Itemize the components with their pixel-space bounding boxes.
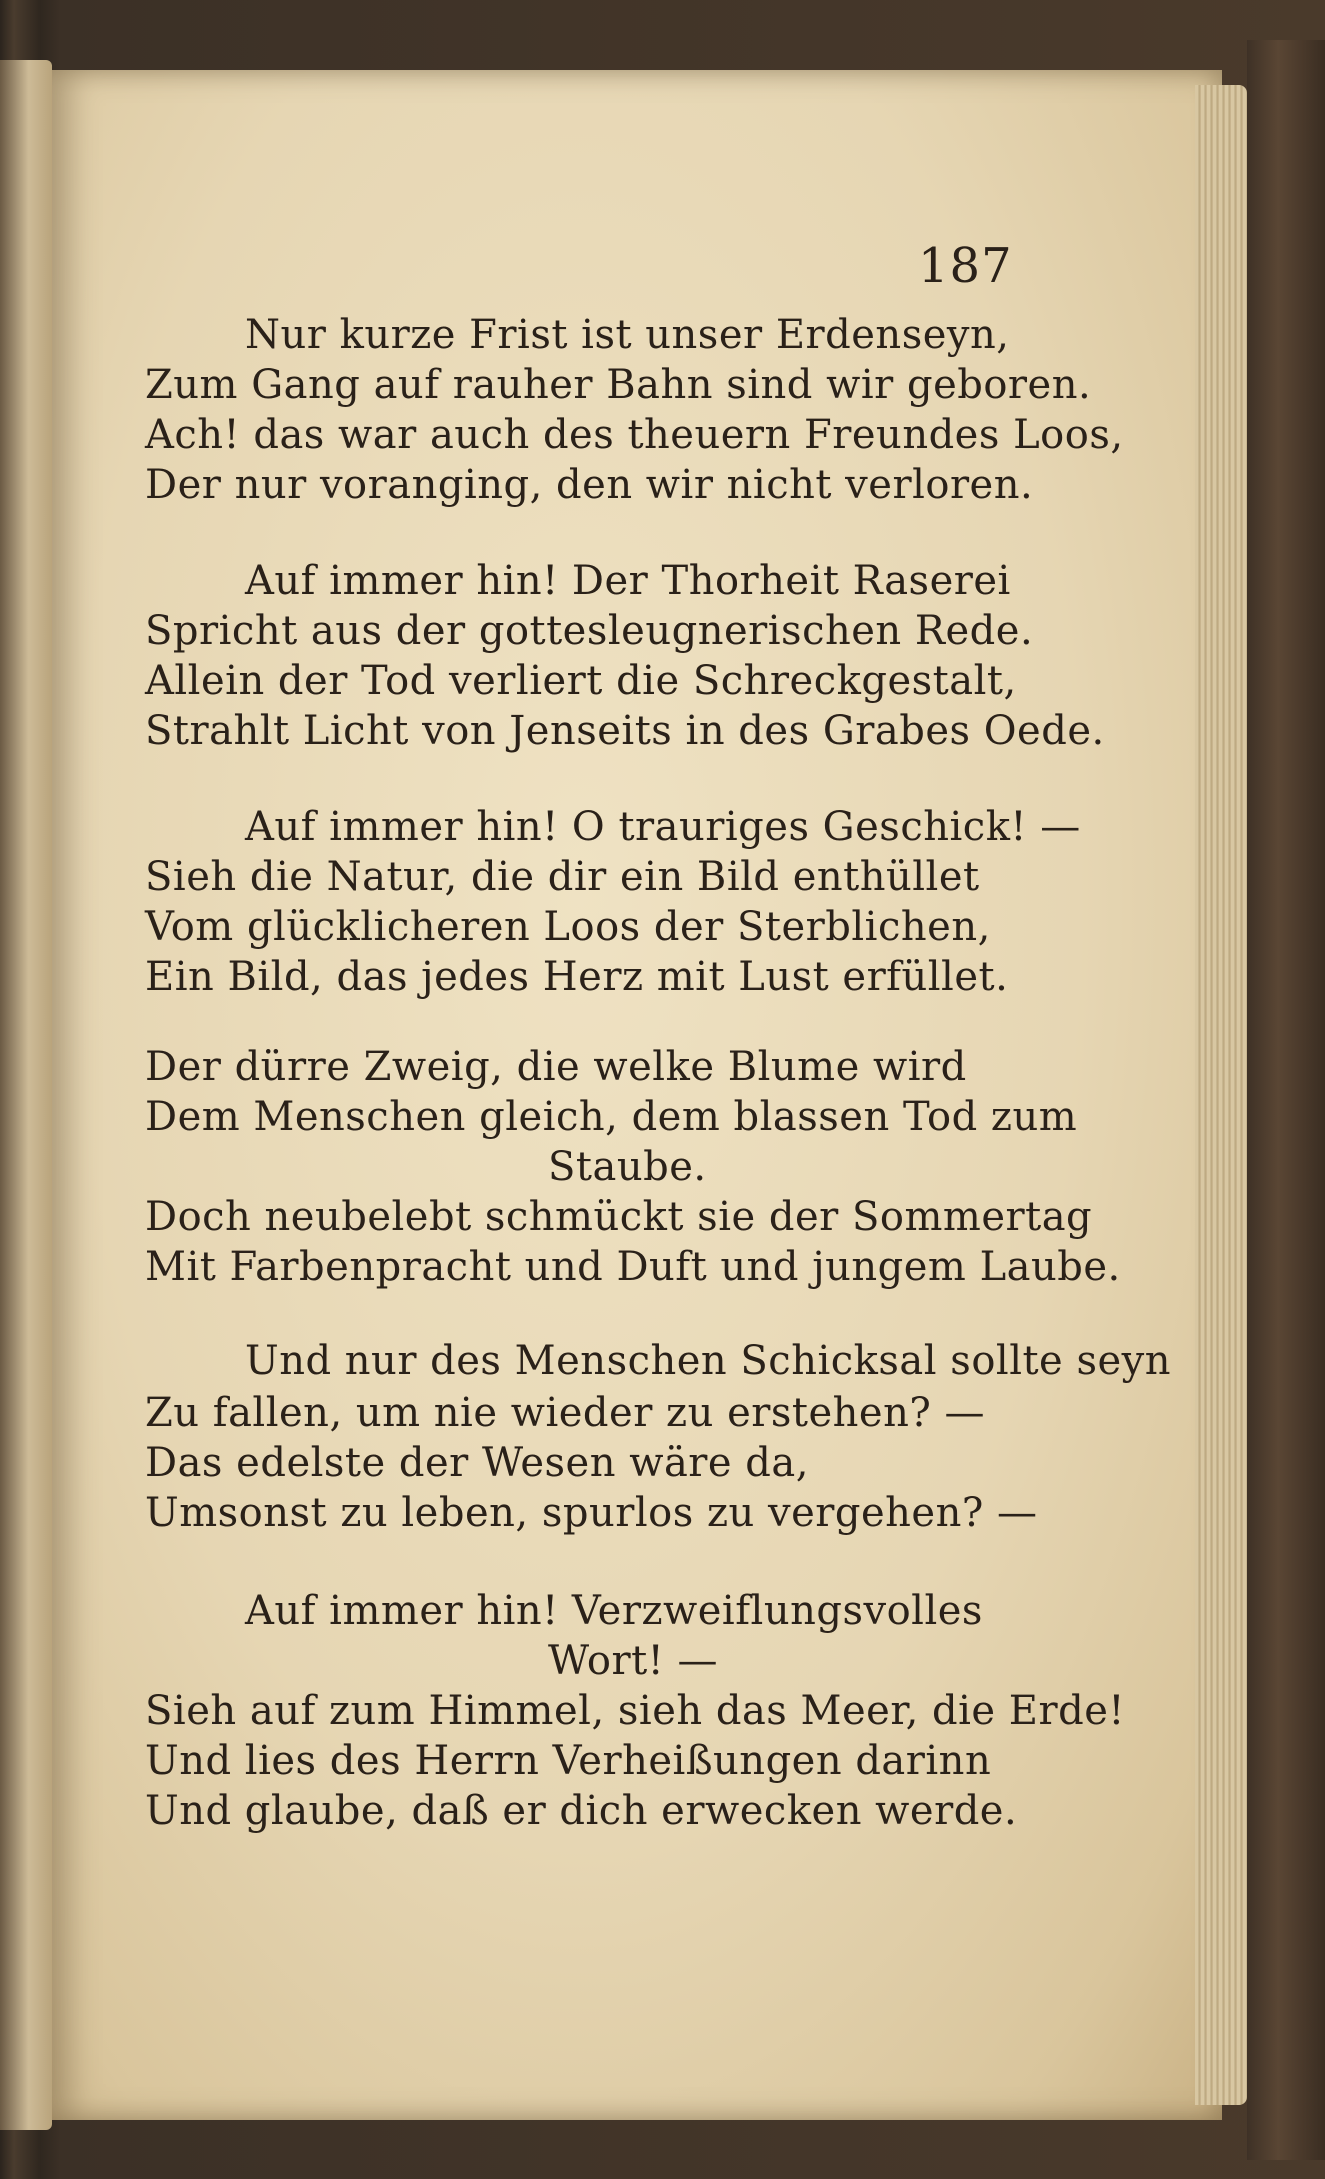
poem-line: Sieh auf zum Himmel, sieh das Meer, die Erde! [145, 1688, 1125, 1734]
poem-line: Auf immer hin! Verzweiflungsvolles [245, 1588, 983, 1634]
poem-line: Staube. [548, 1144, 707, 1190]
poem-line: Zu fallen, um nie wieder zu erstehen? — [145, 1390, 986, 1436]
poem-line: Ein Bild, das jedes Herz mit Lust erfüllet. [145, 954, 1009, 1000]
poem-line: Der nur voranging, den wir nicht verloren. [145, 462, 1034, 508]
poem-line: Dem Menschen gleich, dem blassen Tod zum [145, 1094, 1078, 1140]
poem-line: Auf immer hin! O trauriges Geschick! — [245, 804, 1081, 850]
page-number: 187 [918, 238, 1013, 294]
poem-line: Spricht aus der gottesleugnerischen Rede. [145, 608, 1034, 654]
poem-line: Und glaube, daß er dich erwecken werde. [145, 1788, 1018, 1834]
poem-line: Allein der Tod verliert die Schreckgestalt, [145, 658, 1017, 704]
poem-line: Das edelste der Wesen wäre da, [145, 1440, 809, 1486]
poem-line: Sieh die Natur, die dir ein Bild enthüllet [145, 854, 980, 900]
poem-line: Und nur des Menschen Schicksal sollte seyn [245, 1338, 1171, 1384]
poem-line: Vom glücklicheren Loos der Sterblichen, [145, 904, 991, 950]
poem-line: Zum Gang auf rauher Bahn sind wir geboren. [145, 362, 1092, 408]
poem-line: Strahlt Licht von Jenseits in des Grabes Oede. [145, 708, 1105, 754]
poem-line: Und lies des Herrn Verheißungen darinn [145, 1738, 992, 1784]
poem-line: Doch neubelebt schmückt sie der Sommertag [145, 1194, 1093, 1240]
poem-line: Ach! das war auch des theuern Freundes Loos, [145, 412, 1124, 458]
poem-line: Umsonst zu leben, spurlos zu vergehen? — [145, 1490, 1038, 1536]
poem-line: Wort! — [548, 1638, 718, 1684]
poem-line: Mit Farbenpracht und Duft und jungem Laube. [145, 1244, 1121, 1290]
poem-line: Der dürre Zweig, die welke Blume wird [145, 1044, 967, 1090]
poem-line: Nur kurze Frist ist unser Erdenseyn, [245, 312, 1010, 358]
poem-line: Auf immer hin! Der Thorheit Raserei [245, 558, 1011, 604]
